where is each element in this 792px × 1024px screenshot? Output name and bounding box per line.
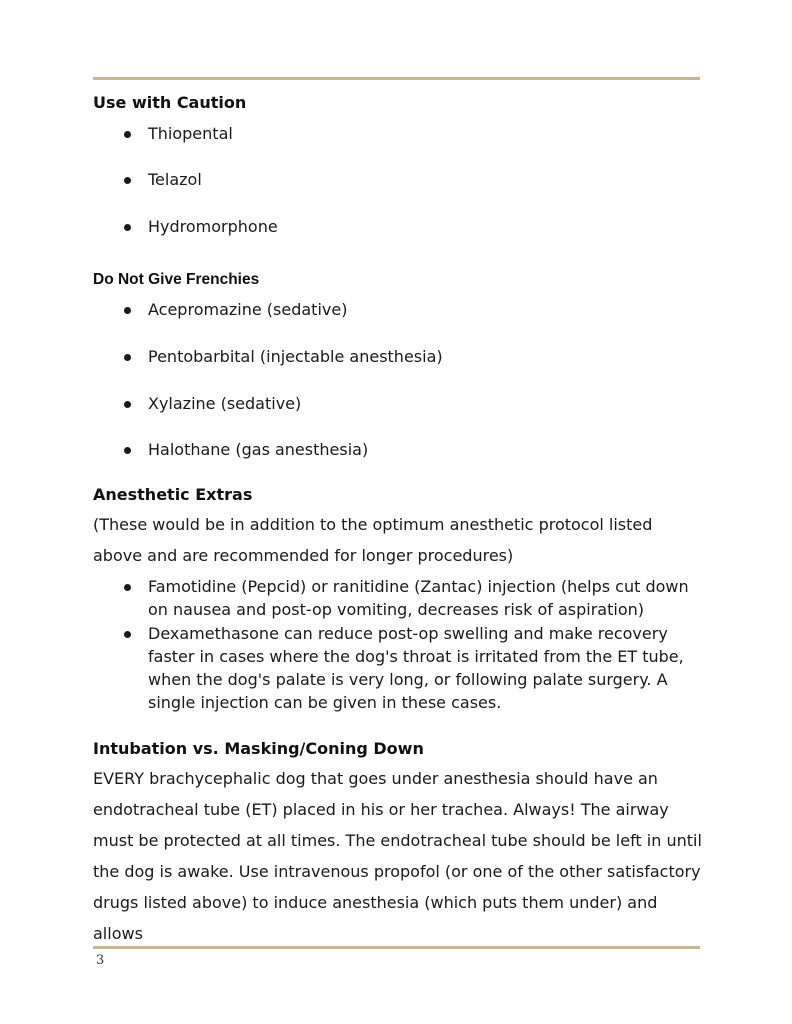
list-item: Famotidine (Pepcid) or ranitidine (Zantac) injection (helps cut down on nausea and post-op vomiting, decreases risk of aspiration) (124, 575, 700, 621)
list-item: Hydromorphone (124, 215, 700, 238)
bullet-icon (124, 631, 131, 638)
header-rule (93, 77, 700, 80)
page-number: 3 (96, 953, 105, 968)
list-item: Xylazine (sedative) (124, 392, 700, 415)
bullet-icon (124, 584, 131, 591)
list-item: Thiopental (124, 122, 700, 145)
bullet-icon (124, 177, 131, 184)
intubation-body: EVERY brachycephalic dog that goes under anesthesia should have an endotracheal tube (ET) placed in his or her trachea. Always! The airway must be protected at all times. The endotracheal tube should be left in until the dog is awake. Use intravenous propofol (or one of the other satisfactory drugs listed above) to induce anesthesia (which puts them under) and allows (93, 769, 702, 943)
bullet-icon (124, 224, 131, 231)
list-item: Pentobarbital (injectable anesthesia) (124, 345, 700, 368)
bullet-icon (124, 131, 131, 138)
list-item: Halothane (gas anesthesia) (124, 438, 700, 461)
bullet-icon (124, 401, 131, 408)
bullet-icon (124, 354, 131, 361)
do-not-give-heading: Do Not Give Frenchies (93, 271, 260, 288)
caution-heading: Use with Caution (93, 93, 247, 112)
bullet-icon (124, 307, 131, 314)
list-item: Dexamethasone can reduce post-op swelling and make recovery faster in cases where the dog's throat is irritated from the ET tube, when the dog's palate is very long, or following palate surgery. A single injection can be given in these cases. (124, 622, 700, 714)
list-item: Telazol (124, 168, 700, 191)
footer-rule (93, 946, 700, 949)
extras-intro: (These would be in addition to the optimum anesthetic protocol listed above and are recommended for longer procedures) (93, 515, 653, 565)
list-item: Acepromazine (sedative) (124, 298, 700, 321)
extras-heading: Anesthetic Extras (93, 485, 253, 504)
bullet-icon (124, 447, 131, 454)
intubation-heading: Intubation vs. Masking/Coning Down (93, 739, 424, 758)
